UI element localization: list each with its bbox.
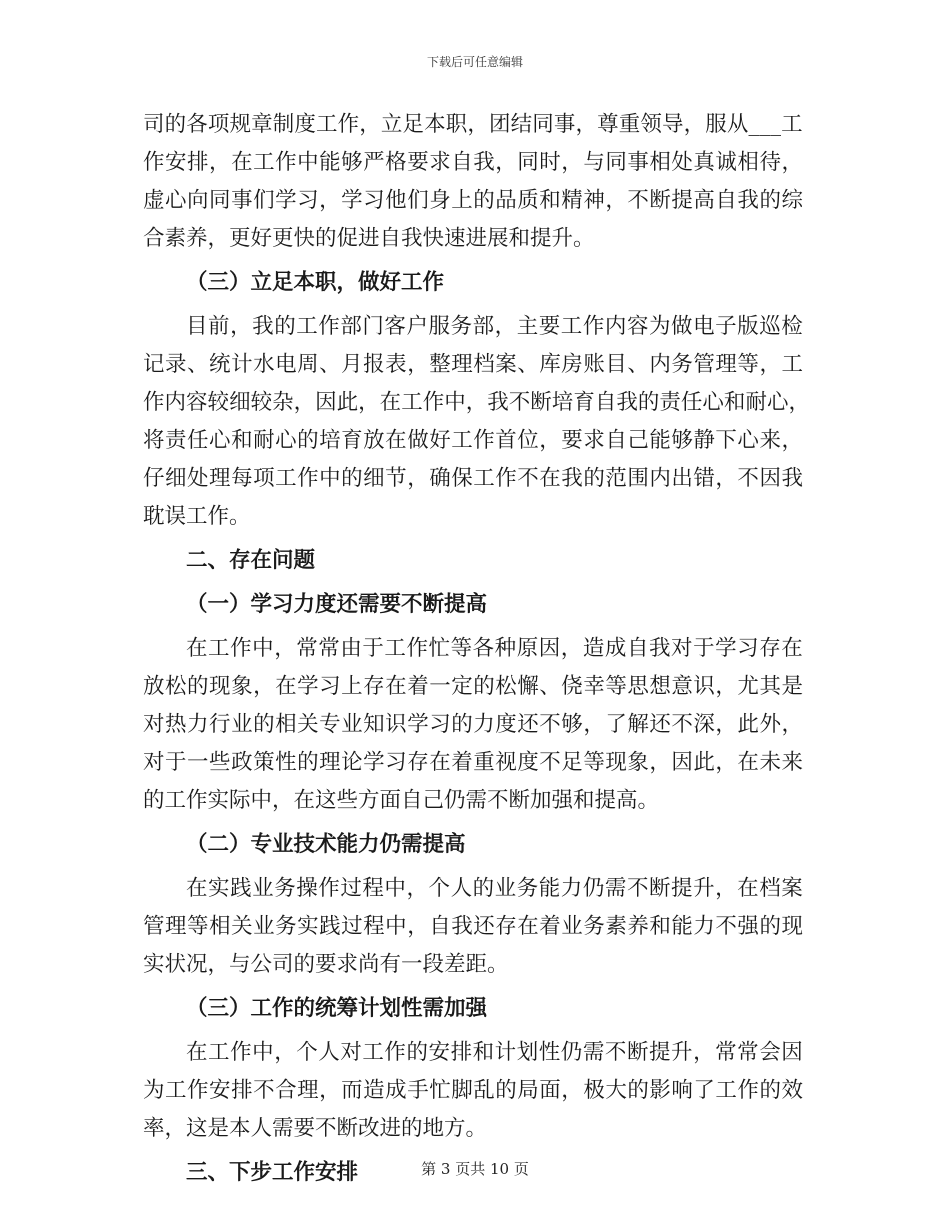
paragraph-line: 对 热 力 行 业 的 相 关 专 业 知 识 学 习 的 力 度 还 不 够 ， 了 解 还 不 深 ， 此 外 ， bbox=[143, 712, 803, 737]
paragraph-line: 作 内 容 较 细 较 杂 ， 因 此 ， 在 工 作 中 ， 我 不 断 培 育 自 我 的 责 任 心 和 耐 心 ， bbox=[143, 390, 810, 415]
paragraph-line: 作 安 排 ， 在 工 作 中 能 够 严 格 要 求 自 我 ， 同 时 ， 与 同 事 相 处 真 诚 相 待 ， bbox=[143, 150, 803, 175]
section-heading: （三）工作的统筹计划性需加强 bbox=[186, 996, 488, 1021]
paragraph-line: 记 录 、 统 计 水 电 周 、 月 报 表 ， 整 理 档 案 、 库 房 账 目 、 内 务 管 理 等 ， 工 bbox=[143, 352, 803, 377]
section-heading: 二、存在问题 bbox=[186, 548, 316, 573]
paragraph-line: 合素养，更好更快的促进自我快速进展和提升。 bbox=[143, 226, 595, 251]
paragraph-line: 虚 心 向 同 事 们 学 习 ， 学 习 他 们 身 上 的 品 质 和 精 神 ， 不 断 提 高 自 我 的 综 bbox=[143, 188, 803, 213]
page-header: 下载后可任意编辑 bbox=[426, 55, 523, 69]
document-body bbox=[143, 106, 810, 1198]
paragraph-line: 目 前 ， 我 的 工 作 部 门 客 户 服 务 部 ， 主 要 工 作 内 容 为 做 电 子 版 巡 检 bbox=[186, 314, 803, 339]
paragraph-line: 仔 细 处 理 每 项 工 作 中 的 细 节 ， 确 保 工 作 不 在 我 的 范 围 内 出 错 ， 不 因 我 bbox=[143, 466, 803, 491]
paragraph-line: 的工作实际中，在这些方面自己仍需不断加强和提高。 bbox=[143, 788, 660, 813]
paragraph-line: 在 工 作 中 ， 常 常 由 于 工 作 忙 等 各 种 原 因 ， 造 成 自 我 对 于 学 习 存 在 bbox=[186, 636, 803, 661]
paragraph-line: 司 的 各 项 规 章 制 度 工 作 ， 立 足 本 职 ， 团 结 同 事 ， 尊 重 领 导 ， 服 从 _ _ _ 工 bbox=[143, 112, 803, 137]
page-number: 第 3 页共 10 页 bbox=[421, 1160, 529, 1178]
section-heading: （二）专业技术能力仍需提高 bbox=[186, 832, 466, 857]
section-heading: （一）学习力度还需要不断提高 bbox=[186, 592, 488, 617]
paragraph-line: 管 理 等 相 关 业 务 实 践 过 程 中 ， 自 我 还 存 在 着 业 务 素 养 和 能 力 不 强 的 现 bbox=[143, 914, 803, 939]
paragraph-line: 耽误工作。 bbox=[143, 504, 251, 529]
paragraph-line: 在 实 践 业 务 操 作 过 程 中 ， 个 人 的 业 务 能 力 仍 需 不 断 提 升 ， 在 档 案 bbox=[186, 876, 803, 901]
paragraph-line: 为 工 作 安 排 不 合 理 ， 而 造 成 手 忙 脚 乱 的 局 面 ， 极 大 的 影 响 了 工 作 的 效 bbox=[143, 1078, 803, 1103]
paragraph-line: 将 责 任 心 和 耐 心 的 培 育 放 在 做 好 工 作 首 位 ， 要 求 自 己 能 够 静 下 心 来 ， bbox=[143, 428, 803, 453]
paragraph-line: 实状况，与公司的要求尚有一段差距。 bbox=[143, 952, 509, 977]
paragraph-line: 对 于 一 些 政 策 性 的 理 论 学 习 存 在 着 重 视 度 不 足 等 现 象 ， 因 此 ， 在 未 来 bbox=[143, 750, 803, 775]
paragraph-line: 率，这是本人需要不断改进的地方。 bbox=[143, 1116, 488, 1141]
section-heading: （三）立足本职，做好工作 bbox=[186, 270, 445, 295]
section-heading: 三、下步工作安排 bbox=[186, 1160, 359, 1185]
paragraph-line: 在 工 作 中 ， 个 人 对 工 作 的 安 排 和 计 划 性 仍 需 不 断 提 升 ， 常 常 会 因 bbox=[186, 1040, 803, 1065]
paragraph-line: 放 松 的 现 象 ， 在 学 习 上 存 在 着 一 定 的 松 懈 、 侥 幸 等 思 想 意 识 ， 尤 其 是 bbox=[143, 674, 803, 699]
